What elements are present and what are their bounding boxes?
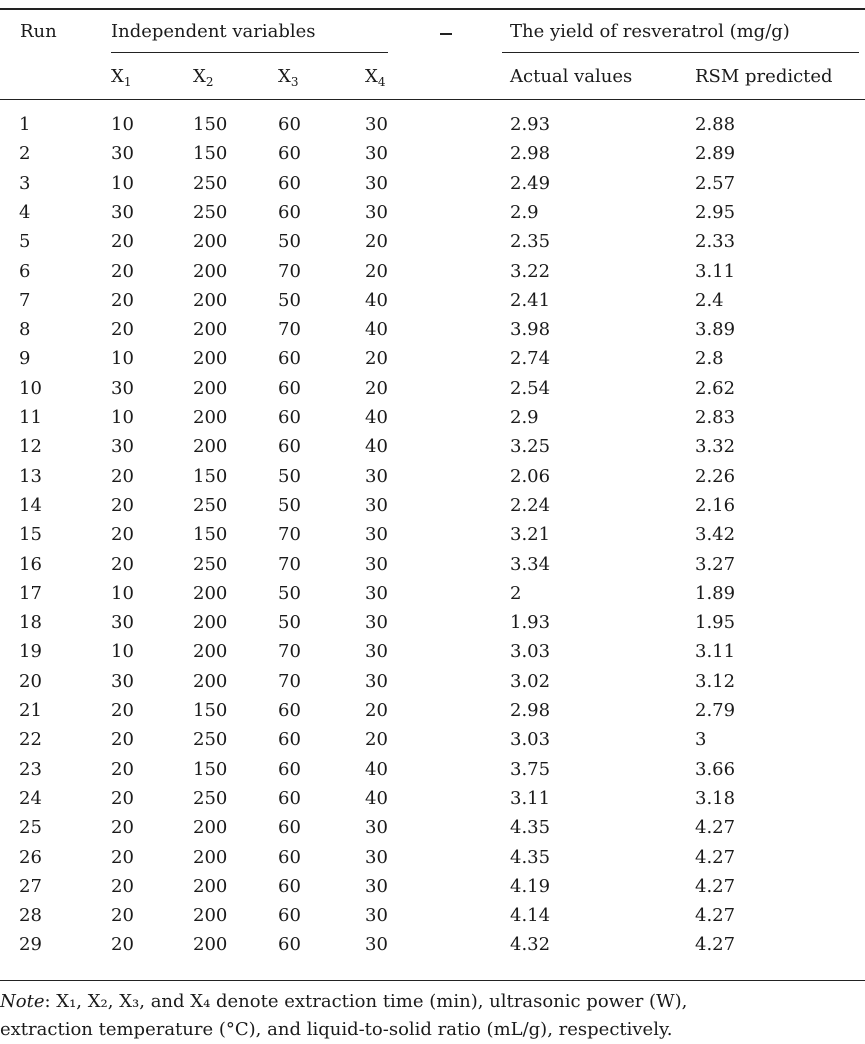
table-row [0,729,865,759]
cell-x2: 250 [193,729,228,751]
cell-x1: 30 [111,201,134,223]
header-x2: $X_2$ [193,66,214,89]
header-run: Run [20,21,57,42]
cell-x3: 70 [278,670,301,692]
cell-rsm: 3.66 [695,758,736,780]
cell-run: 23 [19,758,42,780]
cell-x1: 20 [111,524,134,546]
cell-x1: 20 [111,289,134,311]
cell-x4: 20 [365,348,388,370]
cell-x2: 200 [193,934,228,956]
note-line-2: extraction temperature (°C), and liquid-to-solid ratio (mL/g), respectively. [0,1019,673,1040]
cell-x3: 60 [278,787,301,809]
table-row [0,378,865,408]
cell-x2: 250 [193,787,228,809]
cell-x4: 30 [365,846,388,868]
cell-actual: 4.35 [510,817,551,839]
cell-x2: 200 [193,377,228,399]
cell-run: 10 [19,377,42,399]
cell-actual: 2.49 [510,172,551,194]
cell-x2: 250 [193,494,228,516]
cell-x4: 30 [365,817,388,839]
table-row [0,612,865,642]
cell-x3: 50 [278,231,301,253]
cell-actual: 3.21 [510,524,551,546]
cell-x4: 40 [365,407,388,428]
table-row [0,759,865,789]
cell-x2: 200 [193,407,228,428]
cell-actual: 2.9 [510,201,539,223]
cell-rsm: 4.27 [695,817,736,839]
cell-run: 28 [19,905,42,927]
cell-run: 26 [19,846,42,868]
cell-run: 17 [19,582,42,604]
cell-x2: 150 [193,465,228,487]
cell-x2: 200 [193,612,228,634]
cell-x4: 20 [365,260,388,282]
cell-actual: 3.34 [510,553,551,575]
cell-run: 13 [19,465,42,487]
cell-x3: 60 [278,377,301,399]
cell-rsm: 3 [695,729,707,751]
cell-run: 2 [19,143,31,165]
header-yield: The yield of resveratrol (mg/g) [510,21,790,42]
cell-x1: 20 [111,553,134,575]
table-row [0,407,865,437]
cell-x2: 250 [193,201,228,223]
table-row [0,641,865,671]
cell-rsm: 2.62 [695,377,736,399]
cell-x4: 40 [365,319,388,341]
cell-x2: 200 [193,670,228,692]
cell-x2: 200 [193,231,228,253]
header-x4: $X_4$ [365,66,386,89]
cell-x1: 10 [111,172,134,194]
table-row [0,143,865,173]
cell-x1: 20 [111,465,134,487]
cell-rsm: 3.11 [695,641,736,663]
table-row [0,671,865,701]
cell-actual: 3.25 [510,436,551,458]
cell-rsm: 4.27 [695,846,736,868]
cell-x2: 200 [193,348,228,370]
cell-x3: 50 [278,465,301,487]
cell-actual: 4.32 [510,934,551,956]
cell-x2: 200 [193,289,228,311]
cell-rsm: 1.89 [695,582,736,604]
cell-run: 9 [19,348,31,370]
cell-rsm: 3.32 [695,436,736,458]
cell-x2: 200 [193,875,228,897]
cell-run: 22 [19,729,42,751]
cell-run: 16 [19,553,42,575]
cell-actual: 4.35 [510,846,551,868]
cell-x1: 20 [111,905,134,927]
cell-x3: 50 [278,289,301,311]
cell-x4: 40 [365,787,388,809]
cell-x1: 20 [111,934,134,956]
cell-x4: 30 [365,934,388,956]
cell-x4: 20 [365,700,388,721]
table-row [0,847,865,877]
cell-run: 4 [19,201,31,223]
cell-actual: 3.22 [510,260,551,282]
cell-rsm: 2.4 [695,289,724,311]
cell-rsm: 2.33 [695,231,736,253]
cell-x2: 150 [193,114,228,135]
cell-x4: 30 [365,524,388,546]
cell-x2: 200 [193,436,228,458]
cell-actual: 2.9 [510,407,539,428]
cell-actual: 2.98 [510,700,551,721]
cell-x2: 200 [193,260,228,282]
cell-x2: 200 [193,319,228,341]
cell-x1: 30 [111,612,134,634]
cell-actual: 2.74 [510,348,551,370]
cell-run: 6 [19,260,31,282]
cell-x3: 60 [278,758,301,780]
cell-x1: 30 [111,377,134,399]
cell-x1: 20 [111,875,134,897]
cell-actual: 2.98 [510,143,551,165]
cell-x3: 70 [278,319,301,341]
cell-x2: 200 [193,641,228,663]
cell-run: 18 [19,612,42,634]
cell-x2: 200 [193,846,228,868]
cell-rsm: 1.95 [695,612,736,634]
cell-run: 15 [19,524,42,546]
header-independent-variables: Independent variables [111,21,316,42]
cell-rsm: 4.27 [695,875,736,897]
cell-x4: 30 [365,670,388,692]
cell-actual: 3.75 [510,758,551,780]
table-row [0,788,865,818]
cell-x1: 10 [111,582,134,604]
note-label: Note [0,991,45,1012]
cell-x3: 70 [278,260,301,282]
cell-x3: 70 [278,553,301,575]
cell-actual: 3.03 [510,641,551,663]
cell-x3: 60 [278,172,301,194]
cell-x3: 70 [278,524,301,546]
table-row [0,436,865,466]
cell-x3: 60 [278,817,301,839]
header-actual-values: Actual values [510,66,633,87]
cell-run: 11 [19,407,42,428]
cell-x2: 250 [193,553,228,575]
cell-x3: 60 [278,436,301,458]
cell-run: 20 [19,670,42,692]
cell-x3: 60 [278,729,301,751]
cell-x4: 30 [365,114,388,135]
cell-x4: 30 [365,553,388,575]
cell-actual: 3.03 [510,729,551,751]
table-row [0,905,865,935]
note-text-1: : X₁, X₂, X₃, and X₄ denote extraction time (min), ultrasonic power (W), [44,991,688,1012]
cell-x3: 70 [278,641,301,663]
cell-actual: 2 [510,582,522,604]
table-row [0,202,865,232]
cell-run: 14 [19,494,42,516]
table-row [0,319,865,349]
header-x1: $X_1$ [111,66,132,89]
cell-run: 21 [19,700,42,721]
cell-x4: 30 [365,582,388,604]
cell-x3: 50 [278,612,301,634]
cell-x3: 60 [278,114,301,135]
table-row [0,290,865,320]
cell-x2: 200 [193,905,228,927]
table-row [0,231,865,261]
cell-x4: 30 [365,612,388,634]
table-row [0,261,865,291]
cell-x4: 40 [365,436,388,458]
cell-rsm: 3.11 [695,260,736,282]
cell-x4: 20 [365,231,388,253]
cell-x3: 60 [278,407,301,428]
cell-x1: 20 [111,231,134,253]
table-row [0,876,865,906]
cell-rsm: 2.95 [695,201,736,223]
cell-x2: 200 [193,817,228,839]
cell-x1: 20 [111,729,134,751]
cell-rsm: 2.57 [695,172,736,194]
cell-run: 25 [19,817,42,839]
header-x3: $X_3$ [278,66,299,89]
table-row [0,934,865,964]
cell-x4: 40 [365,758,388,780]
cell-run: 19 [19,641,42,663]
cell-rsm: 2.83 [695,407,736,428]
cell-x3: 60 [278,348,301,370]
cell-actual: 3.02 [510,670,551,692]
cell-x3: 60 [278,875,301,897]
cell-x1: 10 [111,114,134,135]
table-row [0,524,865,554]
cell-x1: 30 [111,436,134,458]
cell-x3: 60 [278,143,301,165]
cell-x4: 30 [365,143,388,165]
cell-run: 8 [19,319,31,341]
cell-x1: 10 [111,348,134,370]
cell-actual: 2.41 [510,289,551,311]
cell-x2: 150 [193,143,228,165]
cell-actual: 3.98 [510,319,551,341]
cell-x1: 20 [111,758,134,780]
cell-rsm: 3.12 [695,670,736,692]
cell-x1: 10 [111,641,134,663]
cell-run: 27 [19,875,42,897]
cell-actual: 4.14 [510,905,551,927]
cell-x2: 150 [193,700,228,721]
cell-rsm: 2.88 [695,114,736,135]
cell-run: 5 [19,231,31,253]
cell-run: 24 [19,787,42,809]
cell-x4: 30 [365,875,388,897]
note-line-1 [0,988,865,1016]
cell-rsm: 3.18 [695,787,736,809]
cell-x4: 30 [365,201,388,223]
cell-x4: 30 [365,494,388,516]
cell-x1: 20 [111,700,134,721]
table-row [0,348,865,378]
cell-actual: 1.93 [510,612,551,634]
cell-x1: 10 [111,407,134,428]
table-row [0,466,865,496]
cell-x4: 20 [365,377,388,399]
cell-x2: 250 [193,172,228,194]
cell-x3: 50 [278,582,301,604]
cell-x1: 30 [111,143,134,165]
cell-x1: 20 [111,319,134,341]
cell-x1: 20 [111,846,134,868]
cell-x4: 30 [365,465,388,487]
cell-rsm: 2.16 [695,494,736,516]
cell-x2: 150 [193,758,228,780]
cell-run: 12 [19,436,42,458]
table-bottom-rule [0,980,865,981]
cell-run: 3 [19,172,31,194]
table-row [0,700,865,730]
cell-x4: 30 [365,641,388,663]
table-row [0,583,865,613]
cell-actual: 2.54 [510,377,551,399]
cell-rsm: 2.8 [695,348,724,370]
cell-actual: 4.19 [510,875,551,897]
table-row [0,173,865,203]
cell-x4: 40 [365,289,388,311]
cell-x3: 50 [278,494,301,516]
cell-run: 7 [19,289,31,311]
cell-actual: 3.11 [510,787,551,809]
cell-x3: 60 [278,201,301,223]
cell-x1: 20 [111,260,134,282]
cell-rsm: 3.89 [695,319,736,341]
cell-rsm: 4.27 [695,934,736,956]
cell-run: 1 [19,114,31,135]
cell-rsm: 2.79 [695,700,736,721]
table-row [0,554,865,584]
table-row [0,817,865,847]
table-row [0,114,865,144]
cell-x2: 150 [193,524,228,546]
cell-x3: 60 [278,905,301,927]
cell-rsm: 3.42 [695,524,736,546]
cell-actual: 2.24 [510,494,551,516]
cell-x2: 200 [193,582,228,604]
table-note [0,988,865,1044]
header-rsm-predicted: RSM predicted [695,66,833,87]
cell-x4: 30 [365,905,388,927]
cell-x1: 20 [111,494,134,516]
cell-x4: 20 [365,729,388,751]
cell-x4: 30 [365,172,388,194]
cell-x1: 20 [111,787,134,809]
cell-actual: 2.93 [510,114,551,135]
cell-rsm: 2.89 [695,143,736,165]
cell-x3: 60 [278,934,301,956]
cell-run: 29 [19,934,42,956]
cell-actual: 2.06 [510,465,551,487]
cell-x1: 30 [111,670,134,692]
cell-x3: 60 [278,700,301,721]
cell-x3: 60 [278,846,301,868]
cell-x1: 20 [111,817,134,839]
cell-rsm: 4.27 [695,905,736,927]
table-row [0,495,865,525]
cell-rsm: 2.26 [695,465,736,487]
cell-actual: 2.35 [510,231,551,253]
cell-rsm: 3.27 [695,553,736,575]
